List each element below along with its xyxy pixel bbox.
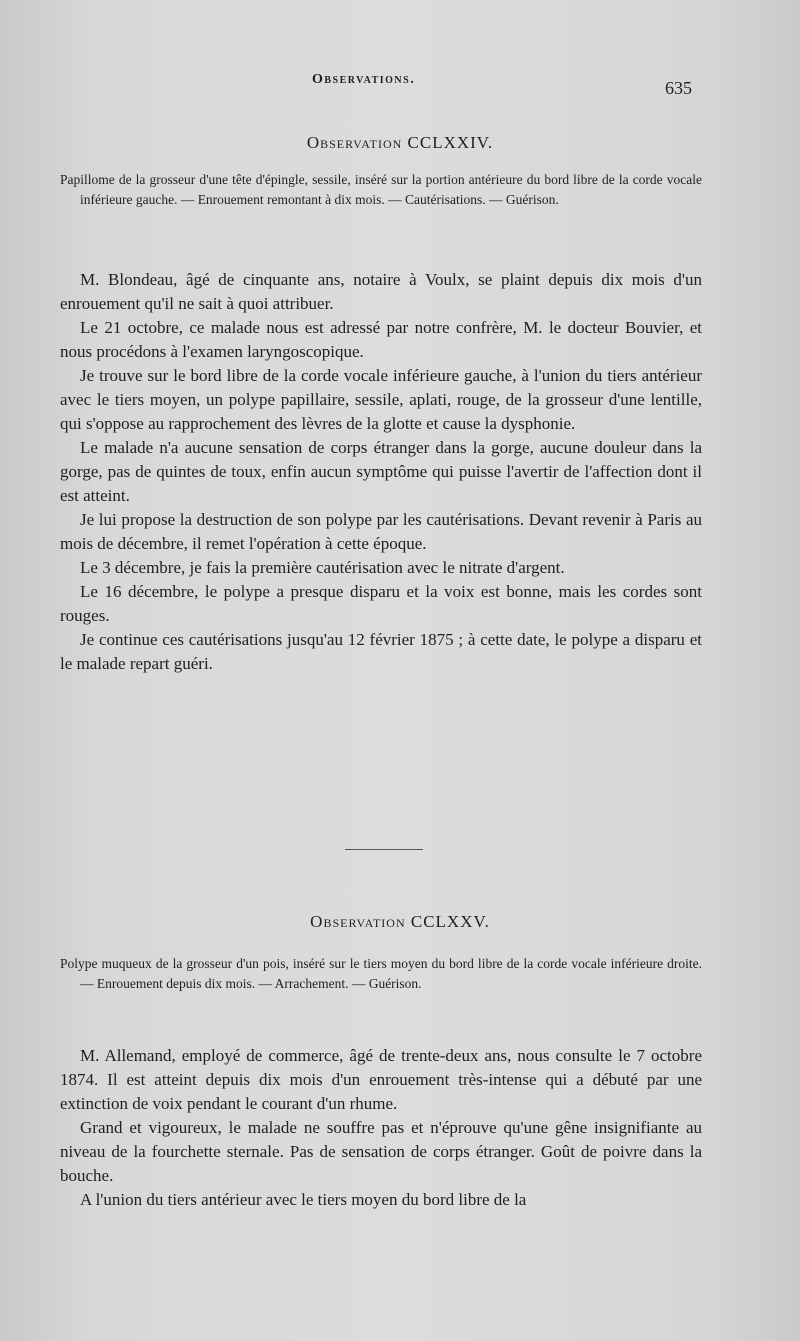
paragraph: M. Blondeau, âgé de cinquante ans, notaire à Voulx, se plaint depuis dix mois d'un enrouement qu'il ne sait à quoi attribuer. [60, 270, 702, 313]
observation-summary [60, 954, 702, 994]
paragraph: Le 21 octobre, ce malade nous est adressé par notre confrère, M. le docteur Bouvier, et nous procédons à l'examen laryngoscopique. [60, 318, 702, 361]
paragraph: Grand et vigoureux, le malade ne souffre pas et n'éprouve qu'une gêne insignifiante au niveau de la fourchette sternale. Pas de sensation de corps étranger. Goût de poivre dans la bouche. [60, 1118, 702, 1185]
observation-body [60, 268, 702, 676]
paragraph: Le malade n'a aucune sensation de corps étranger dans la gorge, aucune douleur dans la gorge, pas de quintes de toux, enfin aucun symptôme qui puisse l'avertir de l'affection dont il est atteint. [60, 438, 702, 505]
running-head [60, 72, 700, 102]
paragraph: Je lui propose la destruction de son polype par les cautérisations. Devant revenir à Paris au mois de décembre, il remet l'opération à cette époque. [60, 510, 702, 553]
observation-title: Observation CCLXXV. [310, 912, 490, 931]
paragraph: M. Allemand, employé de commerce, âgé de trente-deux ans, nous consulte le 7 octobre 1874. Il est atteint depuis dix mois d'un enrouement très-intense qui a débuté par une extinction de voix pendant le courant d'un rhume. [60, 1046, 702, 1113]
section-divider [345, 849, 423, 850]
summary-text: Papillome de la grosseur d'une tête d'épingle, sessile, inséré sur la portion antérieure du bord libre de la corde vocale inférieure gauche. — Enrouement remontant à dix mois. — Cautérisations. — Guérison. [60, 172, 702, 207]
observation-title: Observation CCLXXIV. [306, 133, 494, 152]
paragraph: A l'union du tiers antérieur avec le tiers moyen du bord libre de la [80, 1190, 527, 1209]
observation-body [60, 1044, 702, 1212]
summary-text: Polype muqueux de la grosseur d'un pois, inséré sur le tiers moyen du bord libre de la corde vocale inférieure droite. — Enrouement depuis dix mois. — Arrachement. — Guérison. [60, 956, 702, 991]
paragraph: Je trouve sur le bord libre de la corde vocale inférieure gauche, à l'union du tiers antérieur avec le tiers moyen, un polype papillaire, sessile, aplati, rouge, de la grosseur d'une lentille, qui s'oppose au rapprochement des lèvres de la glotte et cause la dysphonie. [60, 366, 702, 433]
paragraph: Le 16 décembre, le polype a presque disparu et la voix est bonne, mais les cordes sont rouges. [60, 582, 702, 625]
observation-summary [60, 170, 702, 210]
paragraph: Le 3 décembre, je fais la première cautérisation avec le nitrate d'argent. [80, 558, 565, 577]
paragraph: Je continue ces cautérisations jusqu'au 12 février 1875 ; à cette date, le polype a disparu et le malade repart guéri. [60, 630, 702, 673]
page-number: 635 [665, 78, 692, 98]
running-title: Observations. [312, 72, 416, 87]
